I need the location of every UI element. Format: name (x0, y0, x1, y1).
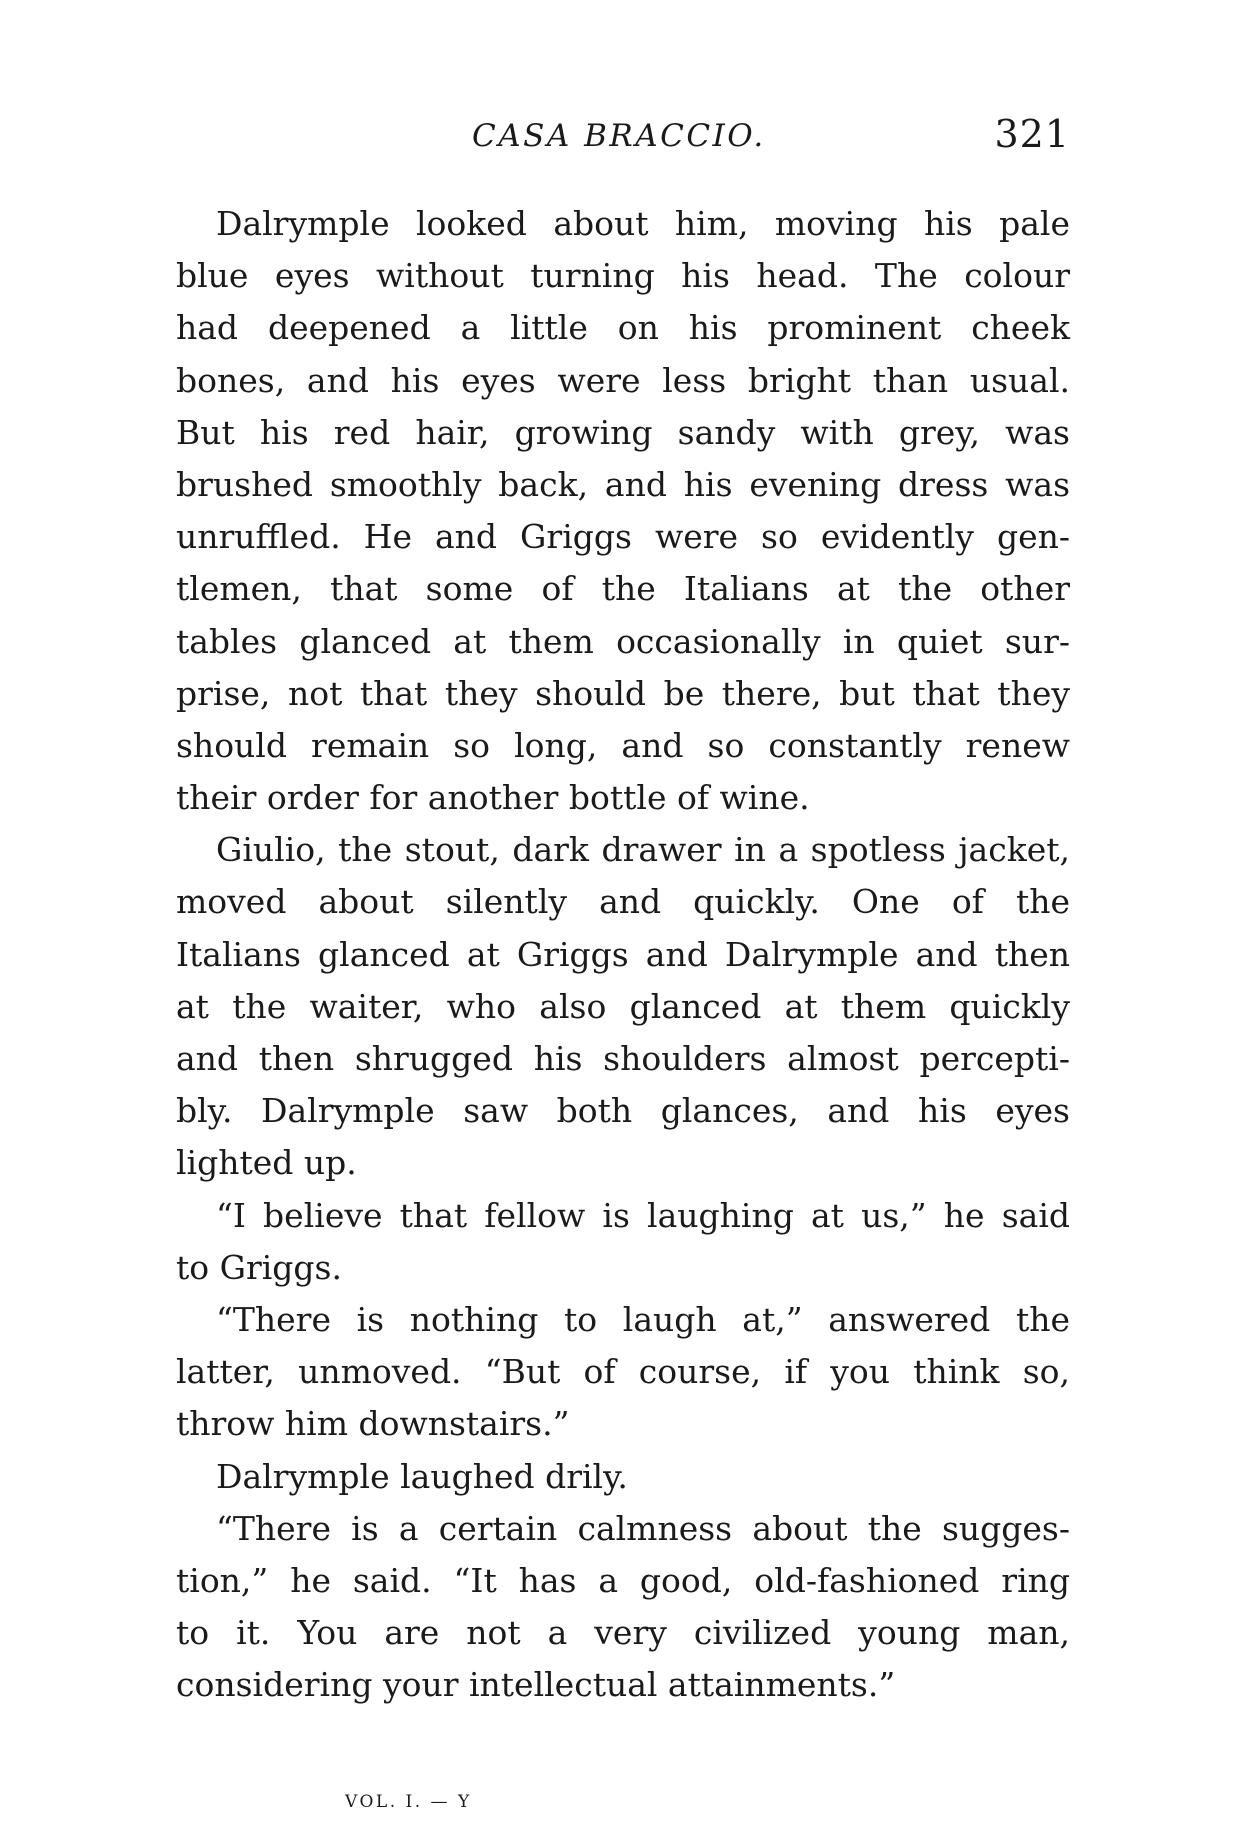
text-line: brushed smoothly back, and his evening dress was (176, 464, 1070, 504)
text-line: and then shrugged his shoulders almost percepti- (176, 1039, 1070, 1078)
text-line: tion,” he said. “It has a good, old-fashioned ring (176, 1560, 1070, 1600)
text-line: Giulio, the stout, dark drawer in a spotless jacket, (216, 830, 1070, 870)
text-line: “There is nothing to laugh at,” answered the (216, 1299, 1070, 1339)
text-line: their order for another bottle of wine. (176, 778, 810, 818)
text-line: had deepened a little on his prominent cheek (176, 308, 1070, 348)
body-text (176, 198, 1070, 1711)
text-line: unruffled. He and Griggs were so evidently gen- (176, 517, 1070, 557)
text-line: moved about silently and quickly. One of the (176, 882, 1070, 922)
text-line: considering your intellectual attainments.” (176, 1665, 896, 1705)
text-line: blue eyes without turning his head. The colour (176, 256, 1070, 296)
text-line: Italians glanced at Griggs and Dalrymple and then (176, 934, 1070, 974)
signature-mark: VOL. I. — Y (345, 1792, 472, 1812)
text-line: should remain so long, and so constantly renew (176, 725, 1070, 765)
text-line: to it. You are not a very civilized young man, (176, 1613, 1070, 1653)
text-line: “I believe that fellow is laughing at us,” he said (216, 1195, 1070, 1235)
text-line: tlemen, that some of the Italians at the other (176, 569, 1070, 609)
text-line: to Griggs. (176, 1247, 342, 1287)
running-title: CASA BRACCIO. (472, 118, 766, 154)
text-line: “There is a certain calmness about the sugges- (216, 1508, 1070, 1548)
text-line: But his red hair, growing sandy with grey, was (176, 412, 1070, 452)
running-head (176, 112, 1070, 172)
text-line: prise, not that they should be there, but that they (176, 673, 1070, 713)
text-line: tables glanced at them occasionally in quiet sur- (176, 621, 1070, 661)
text-line: at the waiter, who also glanced at them quickly (176, 986, 1070, 1026)
text-line: bones, and his eyes were less bright than usual. (176, 360, 1070, 400)
text-line: lighted up. (176, 1143, 357, 1183)
text-line: Dalrymple looked about him, moving his pale (216, 204, 1070, 243)
text-line: throw him downstairs.” (176, 1404, 570, 1444)
text-line: latter, unmoved. “But of course, if you think so, (176, 1352, 1070, 1392)
page-number: 321 (994, 112, 1070, 156)
text-line: Dalrymple laughed drily. (216, 1456, 628, 1496)
text-line: bly. Dalrymple saw both glances, and his eyes (176, 1091, 1070, 1131)
